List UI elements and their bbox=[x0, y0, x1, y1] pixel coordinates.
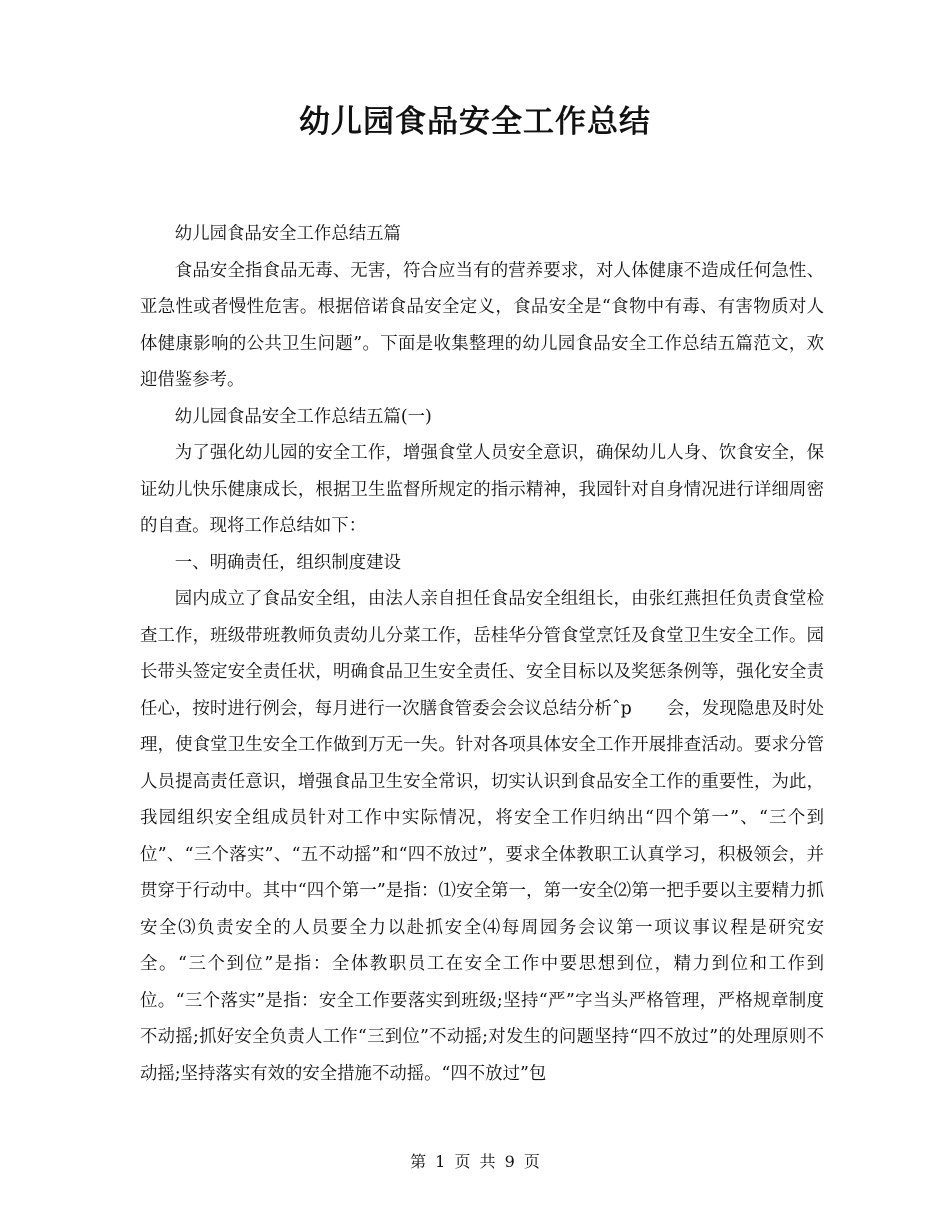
paragraph-subtitle: 幼儿园食品安全工作总结五篇 bbox=[174, 224, 401, 244]
paragraph-heading-responsibility: 一、明确责任，组织制度建设 bbox=[174, 552, 401, 573]
paragraph-section-heading: 幼儿园食品安全工作总结五篇(一) bbox=[174, 406, 432, 427]
page-footer: 第 1 页 共 9 页 bbox=[410, 1152, 540, 1171]
document-body bbox=[140, 216, 824, 1092]
paragraph-intro: 食品安全指食品无毒、无害，符合应当有的营养要求，对人体健康不造成任何急性、亚急性或者慢性危害。根据倍诺食品安全定义，食品安全是“食物中有毒、有害物质对人体健康影响的公共卫生问题”。下面是收集整理的幼儿园食品安全工作总结五篇范文，欢迎借鉴参考。 bbox=[140, 260, 824, 390]
paragraph-details: 园内成立了食品安全组，由法人亲自担任食品安全组组长，由张红燕担任负责食堂检查工作，班级带班教师负责幼儿分菜工作，岳桂华分管食堂烹饪及食堂卫生安全工作。园长带头签定安全责任状，明确食品卫生安全责任、安全目标以及奖惩条例等，强化安全责任心，按时进行例会，每月进行一次膳食管委会会议总结分析ˆp 会，发现隐患及时处理，使食堂卫生安全工作做到万无一失。针对各项具体安全工作开展排查活动。要求分管人员提高责任意识，增强食品卫生安全常识，切实认识到食品安全工作的重要性，为此，我园组织安全组成员针对工作中实际情况，将安全工作归纳出“四个第一”、“三个到位”、“三个落实”、“五不动摇”和“四不放过”，要求全体教职工认真学习，积极领会，并贯穿于行动中。其中“四个第一”是指：⑴安全第一，第一安全⑵第一把手要以主要精力抓安全⑶负责安全的人员要全力以赴抓安全⑷每周园务会议第一项议事议程是研究安全。“三个到位”是指：全体教职员工在安全工作中要思想到位，精力到位和工作到位。“三个落实”是指：安全工作要落实到班级;坚持“严”字当头严格管理，严格规章制度不动摇;抓好安全负责人工作“三到位”不动摇;对发生的问题坚持“四不放过”的处理原则不动摇;坚持落实有效的安全措施不动摇。“四不放过”包 bbox=[140, 589, 824, 1084]
paragraph-purpose: 为了强化幼儿园的安全工作，增强食堂人员安全意识，确保幼儿人身、饮食安全，保证幼儿快乐健康成长，根据卫生监督所规定的指示精神，我园针对自身情况进行详细周密的自查。现将工作总结如下： bbox=[140, 443, 824, 536]
page-title: 幼儿园食品安全工作总结 bbox=[299, 104, 651, 140]
